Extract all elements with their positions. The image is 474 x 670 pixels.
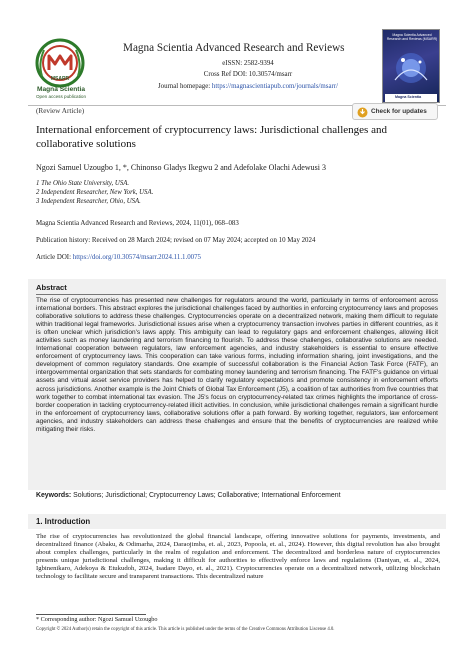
abstract-divider bbox=[36, 294, 438, 295]
cover-publisher: Magna Scientia bbox=[395, 95, 422, 99]
logo-name: Magna Scientia bbox=[36, 86, 85, 93]
journal-homepage bbox=[124, 83, 372, 90]
journal-header bbox=[28, 28, 446, 106]
crossref-doi: Cross Ref DOI: 10.30574/msarr bbox=[203, 71, 293, 78]
introduction-heading-box bbox=[28, 514, 446, 529]
cover-title: Magna Scientia Advanced Research and Reviews (MSARR) bbox=[386, 33, 438, 42]
affiliation-2: 2 Independent Researcher, New York, USA. bbox=[36, 189, 154, 196]
logo-tagline: Open access publication bbox=[35, 94, 87, 99]
homepage-label: Journal homepage: bbox=[157, 83, 211, 90]
introduction-text: The rise of cryptocurrencies has revolutionized the global financial landscape, offering innovative solutions for payments, investments, and decentralized finance (Abaku, & Odimarha, 2024, Daraojimba, et. al., 2023, Popoola, et. al., 2024). However, this digital revolution has also brought about complex challenges, particularly in the realm of regulation and enforcement. The decentralized and borderless nature of cryptocurrencies presents unique jurisdictional challenges, making it difficult for authorities to effectively enforce laws and regulations (Daniyan, et. al., 2024, Igbinenikaro, Adekoya & Etukudoh, 2024, Isadare Dayo, et. al., 2021). Cryptocurrencies operate on a decentralized network, utilizing blockchain technology to facilitate secure and transparent transactions. This decentralized nature bbox=[36, 533, 440, 581]
cover-footer bbox=[385, 94, 437, 102]
doi-label: Article DOI: bbox=[36, 254, 72, 261]
citation: Magna Scientia Advanced Research and Reviews, 2024, 11(01), 068–083 bbox=[36, 220, 239, 227]
author-list: Ngozi Samuel Uzougbo 1, *, Chinonso Gladys Ikegwu 2 and Adefolake Olachi Adewusi 3 bbox=[36, 163, 326, 172]
keywords bbox=[36, 492, 341, 499]
check-updates-label: Check for updates bbox=[371, 108, 427, 115]
check-for-updates-button[interactable] bbox=[352, 103, 438, 120]
affiliation-1: 1 The Ohio State University, USA. bbox=[36, 180, 130, 187]
publication-history: Publication history: Received on 28 March 2024; revised on 07 May 2024; accepted on 10 May 2024 bbox=[36, 237, 316, 244]
article-title: International enforcement of cryptocurrency laws: Jurisdictional challenges and collaborative solutions bbox=[36, 124, 387, 151]
affiliation-3: 3 Independent Researcher, Ohio, USA. bbox=[36, 198, 141, 205]
keywords-label: Keywords: bbox=[36, 492, 72, 499]
article-type: (Review Article) bbox=[36, 107, 85, 115]
copyright-notice: Copyright © 2024 Author(s) retain the copyright of this article. This article is published under the terms of the Creative Commons Attribution Liscense 4.0. bbox=[36, 627, 335, 632]
logo-monogram: MSARR bbox=[50, 76, 70, 82]
homepage-link[interactable]: https://magnascientiapub.com/journals/msarr/ bbox=[211, 83, 339, 90]
journal-cover bbox=[382, 29, 440, 103]
eissn: eISSN: 2582-9394 bbox=[222, 60, 274, 67]
abstract-section bbox=[28, 279, 446, 490]
article-doi bbox=[36, 254, 201, 261]
journal-name: Magna Scientia Advanced Research and Reviews bbox=[123, 42, 345, 54]
cover-art-image bbox=[391, 48, 431, 88]
footnote-divider bbox=[36, 614, 146, 615]
keywords-list: Solutions; Jurisdictional; Cryptocurrency Laws; Collaborative; International Enforcement bbox=[73, 492, 341, 499]
abstract-heading: Abstract bbox=[36, 283, 67, 292]
corresponding-author-note: * Corresponding author: Ngozi Samuel Uzougbo bbox=[36, 616, 158, 623]
abstract-text: The rise of cryptocurrencies has presented new challenges for regulators around the world, particularly in terms of enforcement across international borders. This abstract explores the jurisdictional challenges faced by authorities in enforcing cryptocurrency laws and proposes collaborative solutions to address these challenges. Cryptocurrencies operate on a decentralized network, making them difficult to regulate within traditional legal frameworks. Jurisdictional issues arise when a cryptocurrency transaction involves parties in different countries, as it is often unclear which jurisdiction's laws apply. This ambiguity can lead to regulatory gaps and enforcement challenges, allowing illicit activities such as money laundering and terrorism financing to flourish. To address these challenges, collaborative solutions are needed. International cooperation between regulators, law enforcement agencies, and industry stakeholders is essential to ensure effective enforcement of cryptocurrency laws. This cooperation can take various forms, including information sharing, joint investigations, and the development of common regulatory standards. One example of successful collaboration is the Financial Action Task Force (FATF), an intergovernmental organization that sets standards for combating money laundering and terrorism financing. The FATF's guidance on virtual assets and virtual asset service providers has helped to clarify regulatory expectations and promote consistency in enforcement efforts across jurisdictions. Another example is the Joint Chiefs of Global Tax Enforcement (J5), a coalition of tax authorities from five countries that work together to combat international tax evasion. The J5's focus on cryptocurrency-related tax crimes highlights the importance of cross-border cooperation in tackling cryptocurrency-related illicit activities. In conclusion, while jurisdictional challenges remain a significant hurdle in the enforcement of cryptocurrency laws, collaborative solutions offer a path forward. By working together, regulators, law enforcement agencies, and industry stakeholders can address these challenges and ensure that the benefits of cryptocurrencies are realized while mitigating their risks. bbox=[36, 297, 438, 433]
doi-link[interactable]: https://doi.org/10.30574/msarr.2024.11.1.0075 bbox=[72, 254, 201, 261]
introduction-heading: 1. Introduction bbox=[36, 517, 91, 526]
check-updates-icon bbox=[357, 107, 368, 118]
